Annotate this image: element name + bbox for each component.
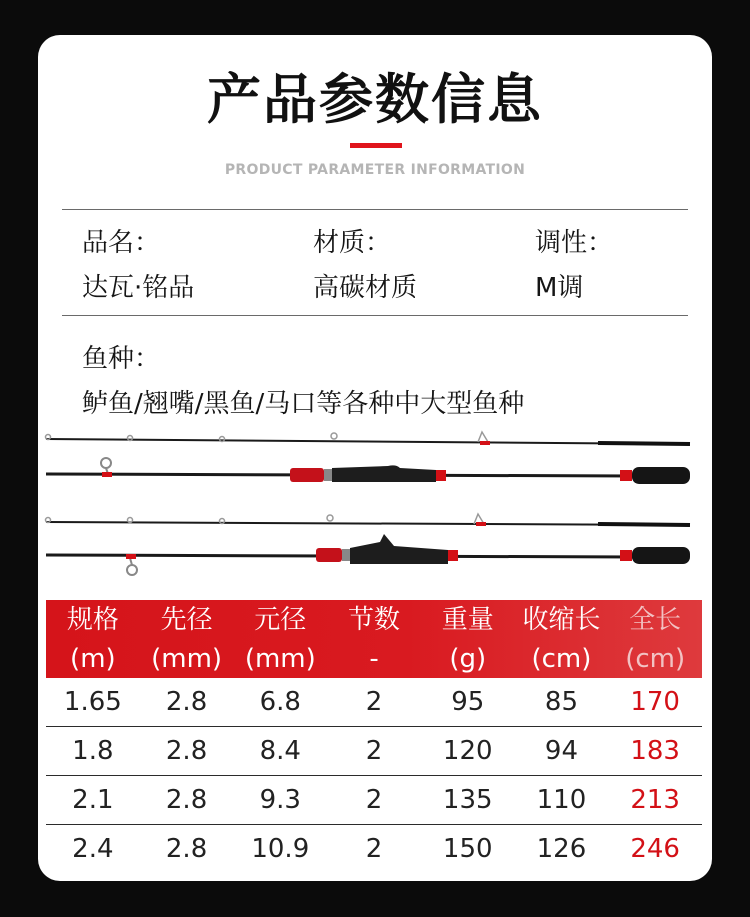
divider-top (62, 209, 688, 210)
cell-closed-length: 94 (544, 736, 578, 766)
action-value: M调 (535, 273, 584, 303)
cell-sections: 2 (365, 785, 383, 815)
cell-length: 2.4 (72, 834, 114, 864)
cell-weight: 150 (442, 834, 493, 864)
header-length (46, 600, 140, 678)
header-closed-length (515, 600, 609, 678)
header-tip-diameter (140, 600, 234, 678)
name-value: 达瓦·铭品 (82, 273, 195, 303)
table-row (46, 678, 702, 727)
cell-tip-diameter: 2.8 (165, 785, 208, 815)
cell-tip-diameter: 2.8 (165, 687, 208, 717)
header-length-unit: (m) (70, 644, 116, 674)
rod-1-butt-section (46, 458, 690, 484)
cell-length: 1.8 (72, 736, 114, 766)
cell-weight: 135 (442, 785, 493, 815)
title-underline (350, 143, 402, 148)
header-weight (421, 600, 515, 678)
spec-table-body (46, 678, 702, 873)
header-closed-length-name: 收缩长 (522, 605, 601, 635)
cell-butt-diameter: 8.4 (259, 736, 301, 766)
spec-table-header (46, 600, 702, 678)
cell-tip-diameter: 2.8 (165, 834, 208, 864)
rod-1-tip-section (46, 432, 691, 445)
header-sections-unit: - (369, 644, 379, 674)
rod-2-tip-section (46, 514, 691, 526)
cell-closed-length: 110 (536, 785, 587, 815)
cell-total-length: 213 (630, 785, 680, 815)
cell-sections: 2 (365, 687, 383, 717)
header-butt-diameter-name: 元径 (254, 605, 307, 635)
page-title: 产品参数信息 (207, 68, 543, 131)
cell-closed-length: 126 (536, 834, 587, 864)
action-label: 调性： (535, 228, 614, 258)
header-total-length-unit: (cm) (625, 644, 686, 674)
product-card (38, 35, 712, 881)
cell-weight: 120 (442, 736, 493, 766)
cell-weight: 95 (451, 687, 485, 717)
material-value: 高碳材质 (313, 273, 418, 303)
cell-closed-length: 85 (544, 687, 578, 717)
header-tip-diameter-unit: (mm) (151, 644, 223, 674)
header-sections-name: 节数 (348, 605, 401, 635)
name-label: 品名： (82, 228, 161, 258)
header-butt-diameter-unit: (mm) (244, 644, 316, 674)
header-closed-length-unit: (cm) (531, 644, 592, 674)
header-total-length (608, 600, 702, 678)
cell-tip-diameter: 2.8 (165, 736, 208, 766)
header-tip-diameter-name: 先径 (160, 605, 213, 635)
cell-total-length: 183 (630, 736, 680, 766)
cell-butt-diameter: 9.3 (259, 785, 301, 815)
header-total-length-name: 全长 (629, 605, 682, 635)
cell-sections: 2 (365, 736, 383, 766)
header-weight-unit: (g) (449, 644, 487, 674)
header-length-name: 规格 (66, 605, 119, 635)
header-sections (327, 600, 421, 678)
header-butt-diameter (233, 600, 327, 678)
fish-label: 鱼种： (82, 344, 161, 374)
cell-length: 1.65 (63, 687, 122, 717)
table-row (46, 776, 702, 825)
page-subtitle: PRODUCT PARAMETER INFORMATION (224, 162, 526, 178)
cell-butt-diameter: 6.8 (259, 687, 301, 717)
header-weight-name: 重量 (441, 605, 494, 635)
rod-2-butt-section (46, 534, 690, 575)
spec-table (46, 600, 702, 873)
table-row (46, 727, 702, 776)
fishing-rods-image (38, 430, 712, 582)
cell-sections: 2 (365, 834, 383, 864)
table-row (46, 825, 702, 873)
fish-value: 鲈鱼/翘嘴/黑鱼/马口等各种中大型鱼种 (82, 389, 525, 419)
cell-butt-diameter: 10.9 (251, 834, 310, 864)
divider-middle (62, 315, 688, 316)
cell-total-length: 170 (630, 687, 680, 717)
cell-total-length: 246 (630, 834, 680, 864)
cell-length: 2.1 (72, 785, 114, 815)
material-label: 材质： (313, 228, 392, 258)
